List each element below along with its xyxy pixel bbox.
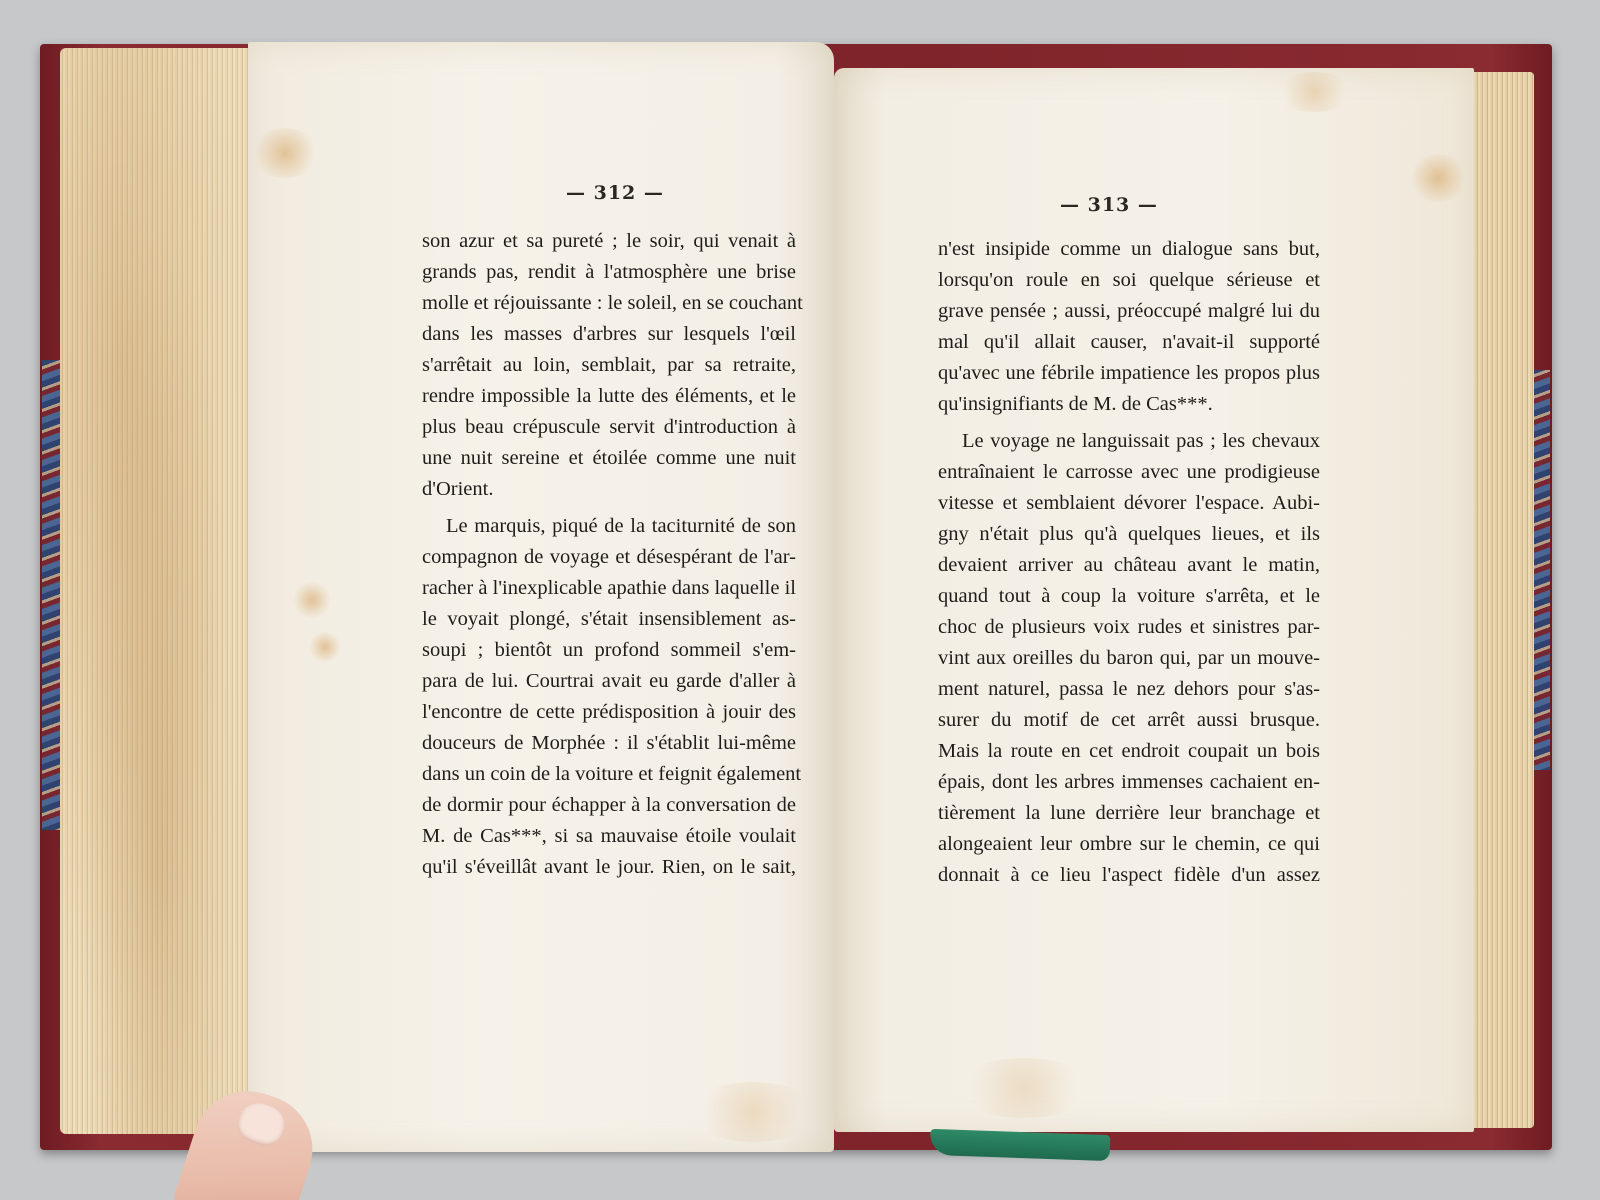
- text-line: devaient arriver au château avant le matin,: [938, 554, 1320, 576]
- text-line: d'Orient.: [422, 478, 494, 500]
- text-line: le voyait plongé, s'était insensiblement as-: [422, 608, 796, 630]
- text-line: l'encontre de cette prédisposition à jouir des: [422, 701, 796, 723]
- ribbon-bookmark[interactable]: [930, 1129, 1111, 1161]
- text-line: douceurs de Morphée : il s'établit lui-même: [422, 732, 796, 754]
- foxing-stain: [250, 128, 320, 178]
- text-line: Mais la route en cet endroit coupait un bois: [938, 740, 1320, 762]
- foxing-stain: [1408, 154, 1468, 202]
- foxing-stain: [308, 632, 342, 662]
- text-line: grave pensée ; aussi, préoccupé malgré lui du: [938, 300, 1320, 322]
- foxing-stain: [1274, 72, 1354, 112]
- text-line: lorsqu'on roule en soi quelque sérieuse et: [938, 269, 1320, 291]
- text-line: mal qu'il allait causer, n'avait-il supporté: [938, 331, 1320, 353]
- right-page-text: [938, 234, 1320, 891]
- text-line: vitesse et semblaient dévorer l'espace. Aubi-: [938, 492, 1320, 514]
- page-number: — 312 —: [566, 182, 664, 204]
- text-line: qu'avec une fébrile impatience les propos plus: [938, 362, 1320, 384]
- text-line: son azur et sa pureté ; le soir, qui venait à: [422, 230, 796, 252]
- left-page: [248, 42, 834, 1152]
- page-number: — 313 —: [1060, 194, 1158, 216]
- text-line: para de lui. Courtrai avait eu garde d'aller à: [422, 670, 796, 692]
- foxing-stain: [292, 582, 332, 618]
- text-line: racher à l'inexplicable apathie dans laquelle il: [422, 577, 796, 599]
- text-line: qu'il s'éveillât avant le jour. Rien, on le sait,: [422, 856, 796, 878]
- text-line: qu'insignifiants de M. de Cas***.: [938, 393, 1213, 415]
- text-line: Le marquis, piqué de la taciturnité de son: [446, 515, 796, 537]
- text-line: surer du motif de cet arrêt aussi brusque.: [938, 709, 1320, 731]
- text-line: dans un coin de la voiture et feignit également: [422, 763, 802, 785]
- foxing-stain: [954, 1058, 1094, 1118]
- text-line: s'arrêtait au loin, semblait, par sa retraite,: [422, 354, 796, 376]
- page-block-edge-right: [1470, 72, 1534, 1128]
- foxing-stain: [688, 1082, 818, 1142]
- text-line: dans les masses d'arbres sur lesquels l'œil: [422, 323, 796, 345]
- text-line: soupi ; bientôt un profond sommeil s'em-: [422, 639, 796, 661]
- text-line: grands pas, rendit à l'atmosphère une brise: [422, 261, 796, 283]
- text-line: vint aux oreilles du baron qui, par un mouve-: [938, 647, 1320, 669]
- text-line: molle et réjouissante : le soleil, en se couchant: [422, 292, 803, 314]
- text-line: de dormir pour échapper à la conversation de: [422, 794, 796, 816]
- text-line: compagnon de voyage et désespérant de l'ar-: [422, 546, 796, 568]
- thumbnail: [233, 1098, 289, 1150]
- text-line: alongeaient leur ombre sur le chemin, ce qui: [938, 833, 1320, 855]
- text-line: plus beau crépuscule servit d'introduction à: [422, 416, 796, 438]
- text-line: n'est insipide comme un dialogue sans but,: [938, 238, 1320, 260]
- text-line: M. de Cas***, si sa mauvaise étoile voulait: [422, 825, 796, 847]
- text-line: gny n'était plus qu'à quelques lieues, et ils: [938, 523, 1320, 545]
- text-line: ment naturel, passa le nez dehors pour s'as-: [938, 678, 1320, 700]
- text-line: Le voyage ne languissait pas ; les chevaux: [962, 430, 1320, 452]
- text-line: quand tout à coup la voiture s'arrêta, et le: [938, 585, 1320, 607]
- left-page-text: [422, 226, 803, 883]
- text-line: entraînaient le carrosse avec une prodigieuse: [938, 461, 1320, 483]
- text-line: donnait à ce lieu l'aspect fidèle d'un assez: [938, 864, 1320, 886]
- text-line: épais, dont les arbres immenses cachaient en-: [938, 771, 1320, 793]
- text-line: tièrement la lune derrière leur branchage et: [938, 802, 1320, 824]
- text-line: une nuit sereine et étoilée comme une nuit: [422, 447, 796, 469]
- page-block-edge-left: [60, 48, 260, 1134]
- text-line: choc de plusieurs voix rudes et sinistres par-: [938, 616, 1320, 638]
- right-page: [834, 68, 1474, 1132]
- text-line: rendre impossible la lutte des éléments, et le: [422, 385, 796, 407]
